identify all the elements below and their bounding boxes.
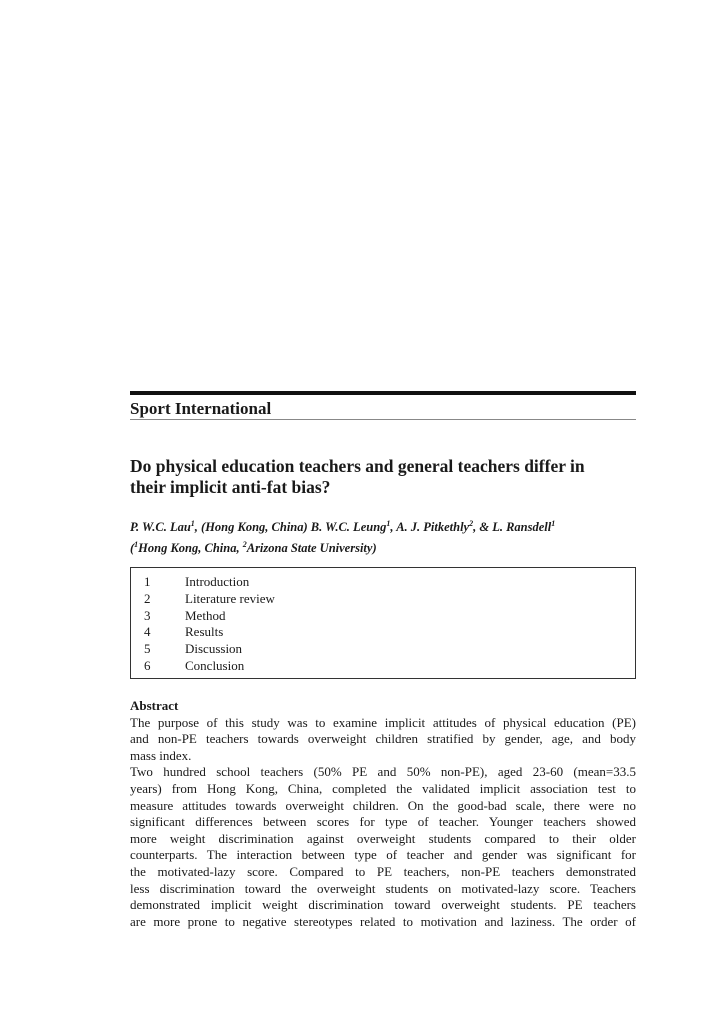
affiliation-sup: 2: [469, 519, 474, 528]
abstract-line: significant differences between scores for type of teacher. Younger teachers showed: [130, 814, 636, 830]
authors: [130, 515, 636, 557]
abstract-line: the motivated-lazy score. Compared to PE teachers, non-PE teachers demonstrated: [130, 863, 636, 879]
abstract-heading: Abstract: [130, 698, 179, 713]
abstract-line: mass index.: [130, 747, 192, 763]
toc-item: [131, 641, 635, 658]
abstract-body: [130, 715, 636, 931]
toc-label: Discussion: [185, 641, 243, 657]
title-line: Do physical education teachers and general teachers differ in: [130, 456, 585, 476]
table-of-contents: [130, 567, 636, 679]
toc-number: 3: [144, 607, 151, 623]
abstract-line: Two hundred school teachers (50% PE and 50% non-PE), aged 23-60 (mean=33.5: [130, 764, 636, 780]
abstract-line: and non-PE teachers towards overweight children stratified by gender, age, and body: [130, 731, 636, 747]
toc-item: [131, 608, 635, 625]
toc-item: [131, 591, 635, 608]
journal-name: Sport International: [130, 399, 272, 418]
abstract-line: The purpose of this study was to examine implicit attitudes of physical education (PE): [130, 714, 636, 730]
toc-item: [131, 574, 635, 591]
toc-label: Conclusion: [185, 657, 245, 673]
toc-label: Results: [185, 624, 224, 640]
affiliation-sup: 1: [190, 519, 195, 528]
toc-label: Literature review: [185, 590, 275, 606]
abstract-line: are more prone to negative stereotypes related to motivation and laziness. The order of: [130, 913, 636, 929]
authors-line: [130, 515, 636, 536]
toc-item: [131, 658, 635, 675]
affiliation-sup: 1: [386, 519, 391, 528]
title-line: their implicit anti-fat bias?: [130, 477, 331, 497]
author-text: , (Hong Kong, China) B. W.C. Leung: [194, 520, 387, 535]
affiliation-sup: 1: [551, 519, 556, 528]
abstract: [130, 698, 636, 930]
author-text: P. W.C. Lau: [130, 520, 191, 535]
toc-number: 5: [144, 641, 151, 657]
abstract-line: less discrimination toward the overweight students on motivated-lazy score. Teachers: [130, 880, 636, 896]
affiliation-sup: 2: [242, 540, 247, 550]
header-rule-thick: [130, 391, 636, 395]
affiliations-line: [130, 536, 636, 557]
header-rule-thin: [130, 419, 636, 420]
abstract-line: years) from Hong Kong, China, completed the validated implicit association test to: [130, 780, 636, 796]
toc-number: 6: [144, 657, 151, 673]
toc-item: [131, 624, 635, 641]
author-text: , & L. Ransdell: [473, 520, 552, 535]
article-title: [130, 456, 636, 498]
author-text: , A. J. Pitkethly: [390, 520, 470, 535]
abstract-line: measure attitudes towards overweight children. On the good-bad scale, there were no: [130, 797, 636, 813]
affiliation-text: Arizona State University): [246, 541, 377, 556]
toc-number: 2: [144, 590, 151, 606]
abstract-line: counterparts. The interaction between type of teacher and gender was significant for: [130, 847, 636, 863]
toc-number: 4: [144, 624, 151, 640]
toc-number: 1: [144, 574, 151, 589]
affiliation-sup: 1: [134, 540, 139, 550]
toc-label: Introduction: [185, 574, 250, 589]
abstract-line: demonstrated implicit weight discrimination toward overweight students. PE teachers: [130, 897, 636, 913]
affiliation-text: Hong Kong, China,: [138, 541, 243, 556]
affiliation-text: (: [130, 541, 135, 556]
toc-label: Method: [185, 607, 226, 623]
abstract-line: more weight discrimination against overweight students compared to their older: [130, 830, 636, 846]
